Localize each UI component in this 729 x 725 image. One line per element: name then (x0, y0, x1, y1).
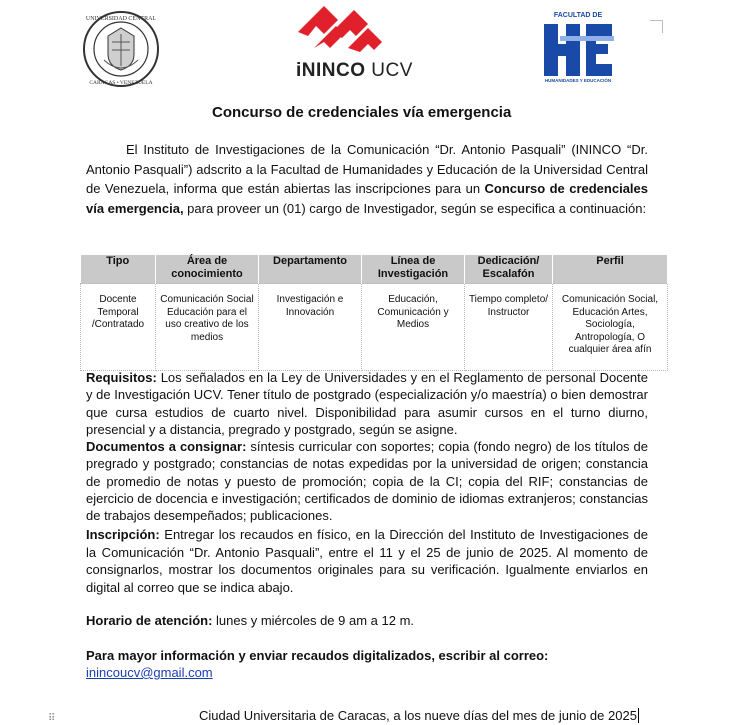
inscription-paragraph (86, 526, 648, 596)
inscripcion-label: Inscripción: (86, 527, 160, 542)
header-dedicacion: Dedicación/ Escalafón (465, 255, 553, 284)
text-cursor (638, 708, 639, 723)
contact-email-link[interactable]: inincoucv@gmail.com (86, 665, 213, 680)
header-linea: Línea de Investigación (362, 255, 465, 284)
inscripcion-text: Entregar los recaudos en físico, en la Dirección del Instituto de Investigaciones de la Comunicación “Dr. Antonio Pasquali”, entre el 11 y el 25 de junio de 2025. Al momento de consignarlos, mostrar los documentos originales para su verificación. Igualmente enviarlos en digital al correo que se indica abajo. (86, 527, 648, 595)
documentos-label: Documentos a consignar: (86, 439, 247, 455)
cell-area: Comunicación Social Educación para el uso creativo de los medios (156, 284, 259, 371)
page-corner-mark (650, 20, 663, 33)
header-area: Área de conocimiento (156, 255, 259, 284)
fhe-logo-bottom-text: HUMANIDADES Y EDUCACIÓN (544, 78, 612, 83)
position-table (80, 255, 668, 371)
cell-perfil: Comunicación Social, Educación Artes, Sociología, Antropología, O cualquier área afín (553, 284, 668, 371)
contact-paragraph (86, 647, 648, 681)
requisitos-label: Requisitos: (86, 370, 157, 385)
header-departamento: Departamento (259, 255, 362, 284)
horario-text: lunes y miércoles de 9 am a 12 m. (212, 613, 415, 628)
footer-date-line: Ciudad Universitaria de Caracas, a los nueve días del mes de junio de 2025 (199, 708, 637, 723)
cell-departamento: Investigación e Innovación (259, 284, 362, 371)
cell-dedicacion: Tiempo completo/ Instructor (465, 284, 553, 371)
ininco-chevrons-icon (294, 2, 386, 58)
ininco-wordmark: iNINCO UCV (296, 60, 413, 81)
cell-linea: Educación, Comunicación y Medios (362, 284, 465, 371)
drag-handle-icon[interactable]: ⠿ (48, 713, 56, 724)
svg-text:UNIVERSIDAD CENTRAL: UNIVERSIDAD CENTRAL (85, 16, 157, 22)
fhe-letters-icon (540, 20, 616, 80)
requirements-section (86, 369, 648, 525)
document-title: Concurso de credenciales vía emergencia (212, 104, 512, 121)
table-header-row (81, 255, 668, 284)
ucv-seal-logo (82, 10, 160, 88)
intro-paragraph: El Instituto de Investigaciones de la Comunicación “Dr. Antonio Pasquali” (ININCO “Dr. Antonio Pasquali”) adscrito a la Facultad de Humanidades y Educación de la Universidad Central de Venezuela, informa que están abiertas las inscripciones para un Concurso de credenciales vía emergencia, para proveer un (01) cargo de Investigador, según se especifica a continuación: (86, 142, 648, 216)
fhe-logo (540, 12, 616, 86)
ininco-ucv-logo (294, 2, 413, 86)
cell-tipo: Docente Temporal /Contratado (81, 284, 156, 371)
schedule-paragraph (86, 611, 648, 631)
header-tipo: Tipo (81, 255, 156, 284)
table-row (81, 284, 668, 371)
documentos-text: síntesis curricular con soportes; copia (fondo negro) de los títulos de pregrado y postgrado; constancias de notas expedidas por la universidad de origen; constancia de promedio de notas y puesto de promoción; copia de la CI; copia del RIF; constancias de ejercicio de docencia e investigación; certificados de dominio de idiomas extranjeros; constancias de trabajos desempeñados; publicaciones. (86, 439, 648, 524)
header-perfil: Perfil (553, 255, 668, 284)
fhe-logo-top-text: FACULTAD DE (553, 12, 603, 19)
svg-text:CARACAS • VENEZUELA: CARACAS • VENEZUELA (89, 80, 153, 86)
requisitos-text: Los señalados en la Ley de Universidades y en el Reglamento de personal Docente y de Investigación UCV. Tener título de postgrado (especialización y/o maestría) o bien demostrar que cursa estudios de cuarto nivel. Disponibilidad para asumir cursos en el turno diurno, presencial y a distancia, pregrado y postgrado, según se asigne. (86, 370, 648, 437)
contact-label: Para mayor información y enviar recaudos digitalizados, escribir al correo: (86, 648, 549, 663)
horario-label: Horario de atención: (86, 613, 213, 628)
